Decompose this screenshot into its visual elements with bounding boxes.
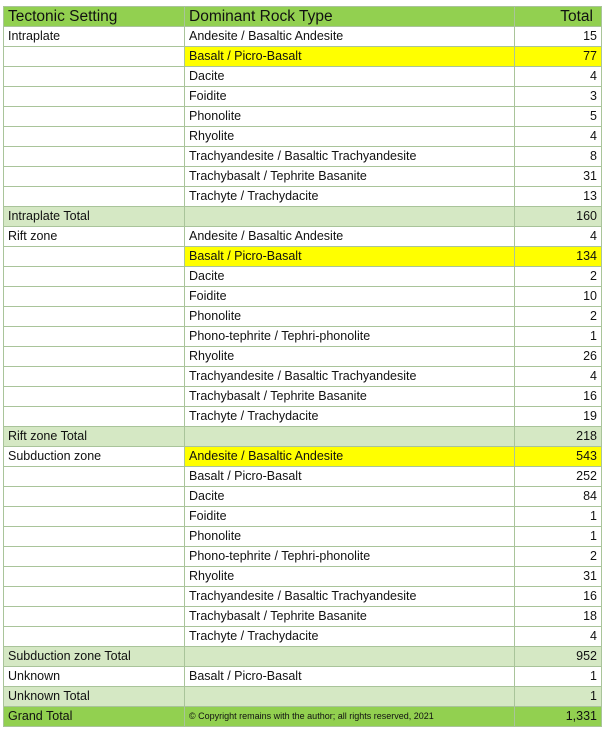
count-cell: 543 [515,447,602,467]
rock-type-cell: Basalt / Picro-Basalt [185,247,515,267]
count-cell: 77 [515,47,602,67]
header-dominant-rock-type: Dominant Rock Type [185,7,515,27]
count-cell: 2 [515,267,602,287]
table-row [4,487,602,507]
table-row [4,167,602,187]
table-row [4,287,602,307]
table-row [4,467,602,487]
group-spacer [4,587,185,607]
table-row [4,27,602,47]
pivot-table [3,6,602,727]
rock-type-cell: Trachyte / Trachydacite [185,627,515,647]
group-spacer [4,607,185,627]
rock-type-cell: Rhyolite [185,127,515,147]
group-spacer [4,87,185,107]
table-row [4,147,602,167]
table-row [4,267,602,287]
group-spacer [4,307,185,327]
rock-type-cell: Trachybasalt / Tephrite Basanite [185,167,515,187]
table-row [4,387,602,407]
count-cell: 3 [515,87,602,107]
table-row [4,667,602,687]
table-row [4,367,602,387]
count-cell: 19 [515,407,602,427]
count-cell: 4 [515,67,602,87]
rock-type-cell: Rhyolite [185,567,515,587]
subtotal-label: Rift zone Total [4,427,185,447]
pivot-body [4,27,602,707]
rock-type-cell: Foidite [185,287,515,307]
rock-type-cell: Dacite [185,67,515,87]
table-row [4,567,602,587]
count-cell: 84 [515,487,602,507]
rock-type-cell: Trachybasalt / Tephrite Basanite [185,387,515,407]
table-row [4,107,602,127]
subtotal-empty-cell [185,647,515,667]
table-row [4,187,602,207]
count-cell: 26 [515,347,602,367]
rock-type-cell: Andesite / Basaltic Andesite [185,447,515,467]
group-spacer [4,267,185,287]
count-cell: 134 [515,247,602,267]
group-spacer [4,187,185,207]
rock-type-cell: Phonolite [185,307,515,327]
subtotal-value: 160 [515,207,602,227]
group-spacer [4,347,185,367]
table-row [4,527,602,547]
rock-type-cell: Phonolite [185,107,515,127]
rock-type-cell: Trachyandesite / Basaltic Trachyandesite [185,587,515,607]
group-spacer [4,127,185,147]
count-cell: 5 [515,107,602,127]
count-cell: 1 [515,527,602,547]
group-spacer [4,487,185,507]
rock-type-cell: Basalt / Picro-Basalt [185,467,515,487]
subtotal-row [4,427,602,447]
grand-total-row [4,707,602,727]
table-row [4,447,602,467]
subtotal-value: 952 [515,647,602,667]
rock-type-cell: Phonolite [185,527,515,547]
subtotal-label: Subduction zone Total [4,647,185,667]
group-spacer [4,467,185,487]
subtotal-label: Unknown Total [4,687,185,707]
count-cell: 252 [515,467,602,487]
rock-type-cell: Andesite / Basaltic Andesite [185,27,515,47]
subtotal-empty-cell [185,207,515,227]
grand-total-value: 1,331 [515,707,602,727]
header-total: Total [515,7,602,27]
group-spacer [4,147,185,167]
group-spacer [4,107,185,127]
count-cell: 31 [515,167,602,187]
count-cell: 4 [515,367,602,387]
group-spacer [4,247,185,267]
table-row [4,307,602,327]
table-row [4,227,602,247]
group-spacer [4,527,185,547]
count-cell: 8 [515,147,602,167]
count-cell: 1 [515,667,602,687]
count-cell: 16 [515,587,602,607]
rock-type-cell: Foidite [185,507,515,527]
rock-type-cell: Trachyandesite / Basaltic Trachyandesite [185,147,515,167]
table-row [4,67,602,87]
table-row [4,407,602,427]
count-cell: 2 [515,307,602,327]
subtotal-row [4,687,602,707]
count-cell: 1 [515,507,602,527]
group-spacer [4,567,185,587]
count-cell: 13 [515,187,602,207]
subtotal-value: 1 [515,687,602,707]
group-spacer [4,627,185,647]
rock-type-cell: Trachybasalt / Tephrite Basanite [185,607,515,627]
table-row [4,607,602,627]
tectonic-setting-label: Intraplate [4,27,185,47]
rock-type-cell: Foidite [185,87,515,107]
table-row [4,127,602,147]
rock-type-cell: Phono-tephrite / Tephri-phonolite [185,327,515,347]
subtotal-empty-cell [185,427,515,447]
count-cell: 4 [515,127,602,147]
count-cell: 18 [515,607,602,627]
subtotal-row [4,207,602,227]
count-cell: 1 [515,327,602,347]
copyright-notice: © Copyright remains with the author; all rights reserved, 2021 [185,707,515,727]
rock-type-cell: Basalt / Picro-Basalt [185,47,515,67]
group-spacer [4,367,185,387]
rock-type-cell: Phono-tephrite / Tephri-phonolite [185,547,515,567]
tectonic-setting-label: Rift zone [4,227,185,247]
rock-type-cell: Basalt / Picro-Basalt [185,667,515,687]
subtotal-row [4,647,602,667]
subtotal-label: Intraplate Total [4,207,185,227]
subtotal-empty-cell [185,687,515,707]
rock-type-cell: Dacite [185,487,515,507]
group-spacer [4,547,185,567]
table-row [4,547,602,567]
count-cell: 31 [515,567,602,587]
header-row [4,7,602,27]
rock-type-cell: Trachyandesite / Basaltic Trachyandesite [185,367,515,387]
group-spacer [4,407,185,427]
rock-type-cell: Rhyolite [185,347,515,367]
tectonic-setting-label: Unknown [4,667,185,687]
count-cell: 4 [515,227,602,247]
table-row [4,587,602,607]
rock-type-cell: Trachyte / Trachydacite [185,407,515,427]
table-row [4,347,602,367]
table-row [4,327,602,347]
table-row [4,507,602,527]
table-row [4,87,602,107]
rock-type-cell: Dacite [185,267,515,287]
group-spacer [4,167,185,187]
grand-total-label: Grand Total [4,707,185,727]
count-cell: 4 [515,627,602,647]
group-spacer [4,47,185,67]
count-cell: 10 [515,287,602,307]
subtotal-value: 218 [515,427,602,447]
table-row [4,627,602,647]
count-cell: 2 [515,547,602,567]
table-row [4,247,602,267]
group-spacer [4,327,185,347]
rock-type-cell: Andesite / Basaltic Andesite [185,227,515,247]
group-spacer [4,287,185,307]
tectonic-setting-label: Subduction zone [4,447,185,467]
count-cell: 15 [515,27,602,47]
count-cell: 16 [515,387,602,407]
rock-type-cell: Trachyte / Trachydacite [185,187,515,207]
table-row [4,47,602,67]
header-tectonic-setting: Tectonic Setting [4,7,185,27]
group-spacer [4,387,185,407]
group-spacer [4,67,185,87]
group-spacer [4,507,185,527]
